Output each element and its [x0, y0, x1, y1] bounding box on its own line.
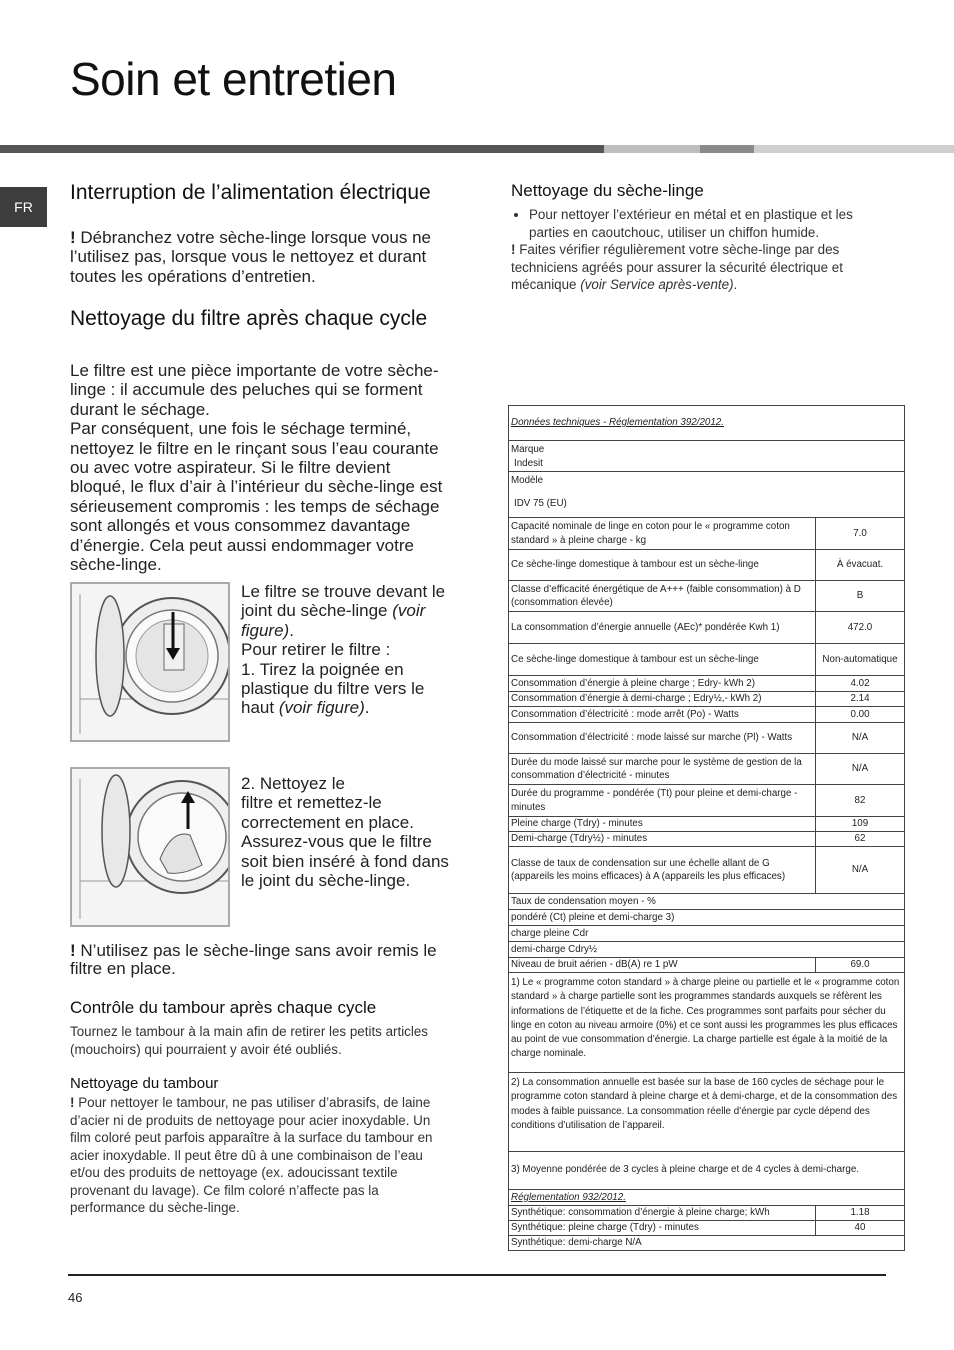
drum-heading: Contrôle du tambour après chaque cycle	[70, 998, 377, 1017]
table-row	[509, 692, 905, 707]
filter-figure-2	[70, 767, 230, 927]
table-cell-value: N/A	[816, 754, 905, 785]
header-bar-light-2	[754, 145, 954, 153]
filter-warning-text: N’utilisez pas le sèche-linge sans avoir remis le filtre en place.	[70, 941, 437, 978]
condensation-row-cell: demi-charge Cdry½	[509, 942, 905, 958]
dryer-warning	[511, 241, 886, 294]
table-cell-value: 40	[816, 1221, 905, 1236]
dryer-bullet: • Pour nettoyer l’extérieur en métal et en plastique et les parties en caoutchouc, utiliser un chiffon humide.	[529, 206, 886, 241]
table-cell-label: Synthétique: pleine charge (Tdry) - minutes	[509, 1221, 816, 1236]
table-cell-label: Ce sèche-linge domestique à tambour est un sèche-linge	[509, 550, 816, 581]
table-cell-value: 69.0	[816, 958, 905, 973]
table-row	[509, 581, 905, 612]
warning-mark: !	[70, 941, 76, 960]
table-cell-value: 82	[816, 785, 905, 817]
dryer-warning-b: (voir Service après-vente)	[580, 277, 734, 292]
brand-label: Marque	[511, 444, 545, 455]
warning-mark: !	[511, 242, 516, 257]
interruption-heading: Interruption de l’alimentation électrique	[70, 181, 431, 204]
table-cell-value: À évacuat.	[816, 550, 905, 581]
table-cell-label: Consommation d’énergie à pleine charge ; Edry- kWh 2)	[509, 676, 816, 692]
interruption-text-body: Débranchez votre sèche-linge lorsque vous ne l’utilisez pas, lorsque vous le nettoyez et durant toutes les opérations d’entretien.	[70, 228, 431, 286]
table-row	[509, 1206, 905, 1221]
fig1-text-b: (voir figure)	[241, 601, 426, 640]
table-row	[509, 785, 905, 817]
fig1-text-e: .	[364, 698, 370, 718]
model-row	[509, 472, 905, 518]
table-row	[509, 518, 905, 550]
table-cell-label: Classe de taux de condensation sur une échelle allant de G (appareils les moins efficaces) à A (appareils les plus efficaces)	[509, 847, 816, 894]
table-header: Données techniques - Réglementation 392/2012.	[509, 406, 905, 441]
header-bar-light-1	[604, 145, 700, 153]
table-cell-label: Pleine charge (Tdry) - minutes	[509, 817, 816, 832]
noise-row	[509, 958, 905, 973]
interruption-text	[70, 228, 450, 286]
table-cell-value: 1.18	[816, 1206, 905, 1221]
table-cell-value: 109	[816, 817, 905, 832]
filter-insert-illustration	[72, 769, 228, 925]
table-cell-value: 2.14	[816, 692, 905, 707]
table-cell-value: N/A	[816, 847, 905, 894]
table-cell-value: 7.0	[816, 518, 905, 550]
condensation-row-cell: pondéré (Ct) pleine et demi-charge 3)	[509, 910, 905, 926]
header-bar-mid	[700, 145, 754, 153]
note-3-row-cell: 3) Moyenne pondérée de 3 cycles à pleine charge et de 4 cycles à demi-charge.	[509, 1152, 905, 1190]
table-cell-label: Synthétique: consommation d’énergie à pleine charge; kWh	[509, 1206, 816, 1221]
header-bar-dark	[0, 145, 604, 153]
dryer-section	[511, 206, 886, 294]
brand-row	[509, 441, 905, 472]
footer-rule	[68, 1274, 886, 1276]
table-cell-label: Consommation d’électricité : mode laissé sur marche (Pl) - Watts	[509, 723, 816, 754]
table-cell-label: Durée du programme - pondérée (Tt) pour pleine et demi-charge - minutes	[509, 785, 816, 817]
table-cell-label: Niveau de bruit aérien - dB(A) re 1 pW	[509, 958, 816, 973]
table-row	[509, 612, 905, 644]
table-cell-label: Consommation d’énergie à demi-charge ; Edry½,- kWh 2)	[509, 692, 816, 707]
note-2-row	[509, 1073, 905, 1152]
condensation-row	[509, 894, 905, 910]
table-cell-label: Durée du mode laissé sur marche pour le système de gestion de la consommation d’électricité - minutes	[509, 754, 816, 785]
model-value: IDV 75 (EU)	[514, 497, 567, 509]
brand-value: Indesit	[514, 457, 543, 469]
table-row	[509, 847, 905, 894]
filter-text: Le filtre est une pièce importante de votre sèche-linge : il accumule des peluches qui se forment durant le séchage. Par conséquent, une fois le séchage terminé, nettoyez le filtre en le rinçant sous l’eau courante ou avec votre aspirateur. Si le filtre devient bloqué, le flux d’air à l’intérieur du sèche-linge est sérieusement compromis : les temps de séchage sont allongés et vous consommez davantage d’énergie. Cela peut aussi endommager votre sèche-linge.	[70, 361, 443, 575]
page-title: Soin et entretien	[70, 53, 397, 105]
table-row	[509, 817, 905, 832]
regulation-2-header-row-cell: Réglementation 932/2012.	[509, 1190, 905, 1206]
filter-figure-1-text	[241, 582, 451, 718]
dryer-warning-c: .	[733, 277, 738, 292]
table-cell-label: Classe d’efficacité énergétique de A+++ (faible consommation) à D (consommation élevée)	[509, 581, 816, 612]
fig1-text-a: Le filtre se trouve devant le joint du sèche-linge	[241, 582, 446, 621]
condensation-row	[509, 926, 905, 942]
filter-figure-2-text: 2. Nettoyez le filtre et remettez-le correctement en place. Assurez-vous que le filtre soit bien inséré à fond dans le joint du sèche-linge.	[241, 774, 449, 891]
dryer-heading: Nettoyage du sèche-linge	[511, 181, 704, 200]
table-cell-value: N/A	[816, 723, 905, 754]
dryer-bullet-list	[511, 206, 886, 241]
table-row	[509, 550, 905, 581]
warning-mark: !	[70, 228, 76, 247]
technical-data-table	[508, 405, 905, 1251]
table-cell-value: 4.02	[816, 676, 905, 692]
dryer-warning-a: Faites vérifier régulièrement votre sèche-linge par des techniciens agréés pour assurer la sécurité électrique et mécanique	[511, 242, 843, 292]
regulation-2-header-row	[509, 1190, 905, 1206]
table-cell-label: Capacité nominale de linge en coton pour le « programme coton standard » à pleine charge - kg	[509, 518, 816, 550]
drum-text: Tournez le tambour à la main afin de retirer les petits articles (mouchoirs) qui pourraient y avoir été oubliés.	[70, 1024, 428, 1057]
warning-mark: !	[70, 1095, 75, 1110]
condensation-row	[509, 942, 905, 958]
table-row	[509, 1221, 905, 1236]
note-1-row	[509, 973, 905, 1073]
condensation-row	[509, 910, 905, 926]
table-cell-value: 472.0	[816, 612, 905, 644]
filter-figure-1	[70, 582, 230, 742]
table-row	[509, 676, 905, 692]
table-cell-label: Demi-charge (Tdry½) - minutes	[509, 832, 816, 847]
drum-clean-text-body: Pour nettoyer le tambour, ne pas utiliser d’abrasifs, de laine d’acier ni de produits de nettoyage pour acier inoxydable. Un film coloré peut parfois apparaître à la surface du tambour en acier inoxydable. Il peut être dû à une combinaison de l’eau et/ou des produits de nettoyage (ex. adoucissant textile provenant du lavage). Ce film coloré n’affecte pas la performance du sèche-linge.	[70, 1095, 433, 1215]
language-tab: FR	[0, 187, 47, 227]
drum-clean-text	[70, 1094, 452, 1217]
table-row	[509, 832, 905, 847]
filter-pull-illustration	[72, 584, 228, 740]
table-header-row	[509, 406, 905, 441]
table-cell-label: La consommation d’énergie annuelle (AEc)* pondérée Kwh 1)	[509, 612, 816, 644]
note-2-row-cell: 2) La consommation annuelle est basée sur la base de 160 cycles de séchage pour le programme coton standard à pleine charge et à demi-charge, et de la consommation des modes à faible puissance. La consommation réelle d’énergie par cycle dépend des conditions d’utilisation de l’appareil.	[509, 1073, 905, 1152]
condensation-row-cell: Taux de condensation moyen - %	[509, 894, 905, 910]
fig1-text-d: (voir figure)	[278, 698, 365, 718]
table-cell-value: B	[816, 581, 905, 612]
table-cell-value: Non-automatique	[816, 644, 905, 676]
drum-clean-heading: Nettoyage du tambour	[70, 1075, 219, 1092]
table-row	[509, 754, 905, 785]
table-cell-label: Ce sèche-linge domestique à tambour est un sèche-linge	[509, 644, 816, 676]
filter-heading: Nettoyage du filtre après chaque cycle	[70, 307, 428, 330]
note-3-row	[509, 1152, 905, 1190]
model-label: Modèle	[511, 475, 544, 486]
last-row-cell: Synthétique: demi-charge N/A	[509, 1236, 905, 1251]
table-cell-value: 0.00	[816, 707, 905, 723]
page-number: 46	[68, 1290, 83, 1305]
table-row	[509, 707, 905, 723]
note-1-row-cell: 1) Le « programme coton standard » à charge pleine ou partielle et le « programme coton standard » à charge partielle sont les programmes standards auxquels se réfèrent les informations de l’étiquette et de la fiche. Ces programmes sont parfaits pour sécher du linge en coton au niveau armoire (0%) et ce sont aussi les programmes les plus efficaces au point de vue consommation d’énergie. La charge partielle est égale à la moitié de la charge nominale.	[509, 973, 905, 1073]
last-row	[509, 1236, 905, 1251]
filter-warning	[70, 942, 455, 977]
condensation-row-cell: charge pleine Cdr	[509, 926, 905, 942]
table-cell-value: 62	[816, 832, 905, 847]
fig1-text-c: . Pour retirer le filtre : 1. Tirez la poignée en plastique du filtre vers le haut	[241, 620, 425, 718]
table-cell-label: Consommation d’électricité : mode arrêt (Po) - Watts	[509, 707, 816, 723]
table-row	[509, 644, 905, 676]
table-row	[509, 723, 905, 754]
